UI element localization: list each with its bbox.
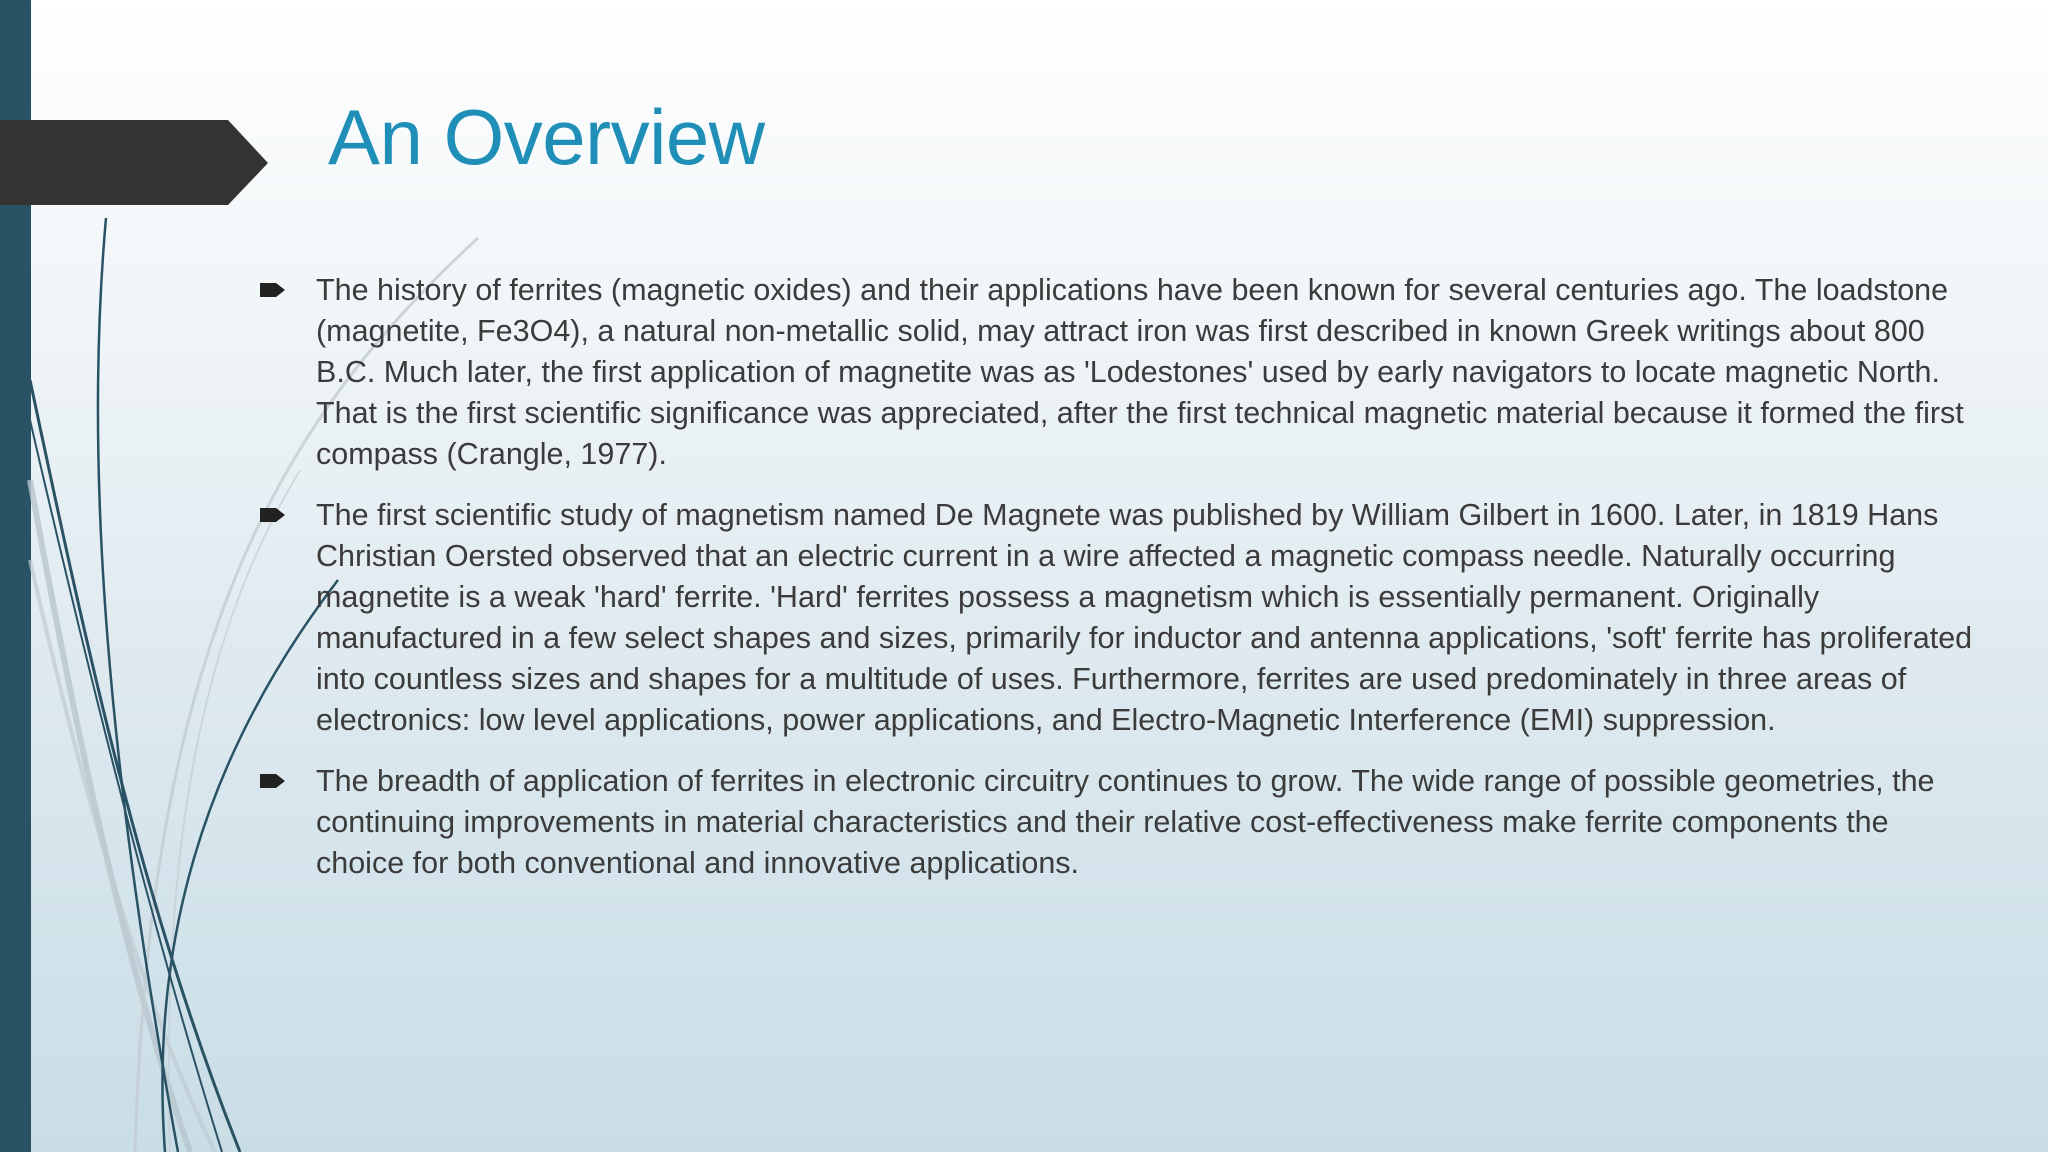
bullet-text: The history of ferrites (magnetic oxides) and their applications have been known for several centuries ago. The loadstone (magnetite, Fe3O4), a natural non-metallic solid, may attract iron was first described in known Greek writings about 800 B.C. Much later, the first application of magnetite was as 'Lodestones' used by early navigators to locate magnetic North. That is the first scientific significance was appreciated, after the first technical magnetic material because it formed the first compass (Crangle, 1977). [316,273,1964,471]
arrow-bullet-icon [260,506,286,524]
bullet-item [256,761,1976,884]
bullet-list [256,270,1976,904]
bullet-item [256,270,1976,475]
arrow-bullet-icon [260,281,286,299]
bullet-text: The breadth of application of ferrites in electronic circuitry continues to grow. The wide range of possible geometries, the continuing improvements in material characteristics and their relative cost-effectiveness make ferrite components the choice for both conventional and innovative applications. [316,764,1935,880]
title-arrow-tab [0,0,270,1152]
bullet-item [256,495,1976,741]
arrow-bullet-icon [260,772,286,790]
slide-title: An Overview [328,93,765,181]
bullet-text: The first scientific study of magnetism named De Magnete was published by William Gilbert in 1600. Later, in 1819 Hans Christian Oersted observed that an electric current in a wire affected a magnetic compass needle. Naturally occurring magnetite is a weak 'hard' ferrite. 'Hard' ferrites possess a magnetism which is essentially permanent. Originally manufactured in a few select shapes and sizes, primarily for inductor and antenna applications, 'soft' ferrite has proliferated into countless sizes and shapes for a multitude of uses. Furthermore, ferrites are used predominately in three areas of electronics: low level applications, power applications, and Electro-Magnetic Interference (EMI) suppression. [316,498,1973,737]
